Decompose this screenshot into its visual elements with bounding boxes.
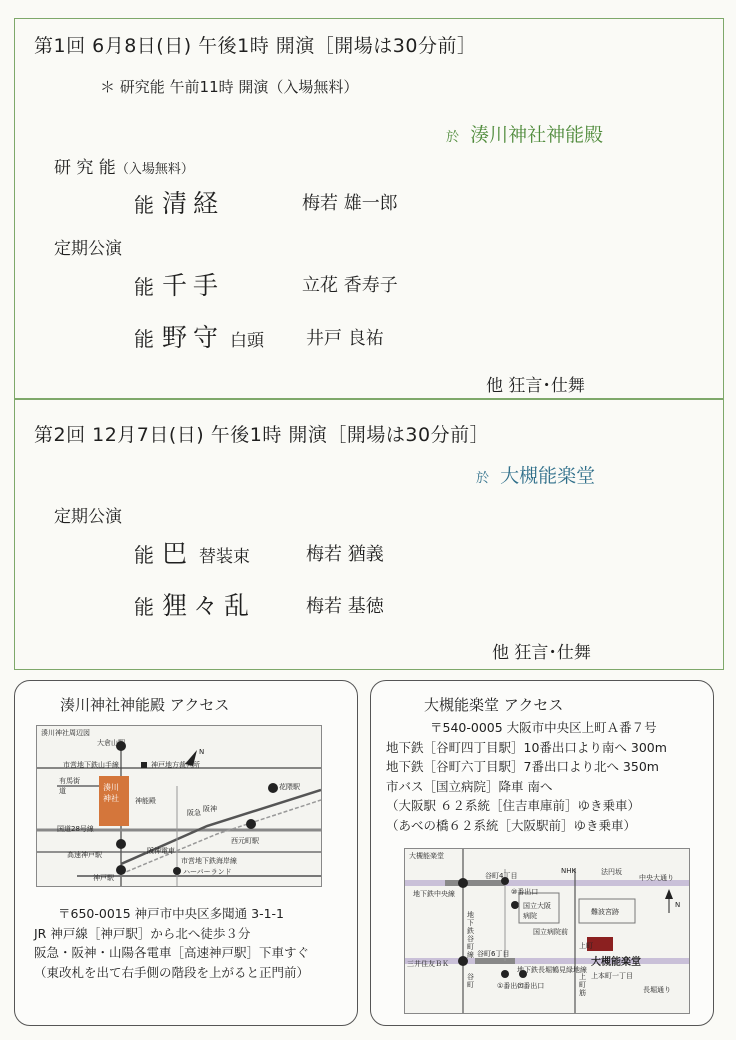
map-label-tanimachi4: 谷町4丁目 [485, 872, 518, 880]
map-label-exit7: ⑦番出口 [517, 982, 545, 990]
research-line: ＊ 研究能 午前11時 開演（入場無料） [100, 78, 359, 96]
map-label-hospital: 国立大阪病院 [523, 902, 551, 920]
access2-title: 大槻能楽堂 アクセス [424, 696, 564, 714]
event2-performer-1: 梅若 猶義 [306, 544, 384, 565]
map-label-shrine: 湊川神社 [103, 783, 119, 803]
map-label-exit1: ①番出口 [497, 982, 525, 990]
map-label-caption: 大槻能楽堂 [409, 852, 444, 860]
map-label-chuo-line: 地下鉄中央線 [413, 890, 455, 898]
map-label-nhk: NHK [561, 867, 577, 875]
research-play [134, 184, 224, 220]
research-section-title [54, 153, 194, 178]
venue-label: 於 [446, 130, 460, 145]
map-label-hanshin-train: 阪神電車 [147, 847, 175, 855]
play-prefix: 能 [134, 327, 154, 351]
map-label-tanimachi6: 谷町6丁目 [477, 950, 510, 958]
venue-label: 於 [476, 471, 490, 486]
event1-header: 第1回 6月8日(日) 午後1時 開演［開場は30分前］ [34, 35, 477, 57]
access1-line-2: 阪急・阪神・山陽各電車［高速神戸駅］下車すぐ [34, 945, 310, 960]
map-label-shinnoden: 神能殿 [135, 797, 156, 805]
play-note: 替装束 [199, 547, 251, 567]
map-label-uemachi-suji: 上町筋 [579, 973, 586, 997]
map-label-kobe-station: 神戸駅 [93, 874, 114, 882]
event1-performer-1: 立花 香寿子 [302, 275, 398, 296]
map-label-naniwa: 難波宮跡 [591, 908, 619, 916]
map-label-route28: 国道28号線 [57, 825, 94, 833]
venue-name: 大槻能楽堂 [500, 465, 596, 487]
research-section-label: 研 究 能 [54, 158, 116, 178]
map-label-uemachi: 上町 [579, 942, 593, 950]
access1-info [34, 904, 310, 982]
event2-header: 第2回 12月7日(日) 午後1時 開演［開場は30分前］ [34, 424, 490, 446]
access2-line-2: 地下鉄［谷町六丁目駅］7番出口より北へ 350m [386, 759, 659, 774]
map-label-exit10: ⑩番出口 [511, 888, 539, 896]
map-label-otsuki: 大槻能楽堂 [591, 957, 641, 968]
map-label-nishimotomachi: 西元町駅 [231, 837, 259, 845]
map-label-uehonmachi: 上本町一丁目 [591, 972, 633, 980]
access1-title: 湊川神社神能殿 アクセス [60, 696, 230, 714]
play-prefix: 能 [134, 275, 154, 299]
event1-performer-2: 井戸 良祐 [306, 328, 384, 349]
access1-map [36, 725, 322, 887]
access1-line-3: （東改札を出て右手側の階段を上がると正門前） [34, 964, 310, 980]
access2-line-4: （大阪駅 ６２系統［住吉車庫前］ゆき乗車） [386, 798, 640, 813]
map-label-hoenzaka: 法円坂 [601, 868, 622, 876]
map-label-tanimachi-line: 地下鉄谷町線 [467, 911, 474, 959]
access1-map-drawing [37, 726, 321, 886]
event2-venue [476, 461, 595, 488]
access2-line-1: 地下鉄［谷町四丁目駅］10番出口より南へ 300m [386, 739, 667, 755]
event2-performer-2: 梅若 基徳 [306, 596, 384, 617]
event1-play-2 [134, 318, 264, 354]
play-prefix: 能 [134, 543, 154, 567]
play-title: 巴 [162, 539, 194, 568]
venue-name: 湊川神社神能殿 [470, 124, 604, 146]
access2-line-3: 市バス［国立病院］降車 南へ [386, 778, 553, 794]
map-label-harborland: ハーバーランド [183, 868, 232, 876]
map-label-nagahori-line: 地下鉄長堀鶴見緑地線 [517, 966, 587, 974]
play-title: 千手 [162, 271, 225, 300]
play-prefix: 能 [134, 595, 154, 619]
event2-regular-section: 定期公演 [54, 507, 122, 527]
event2-play-2 [134, 586, 255, 622]
access2-line-5: （あべの橋６２系統［大阪駅前］ゆき乗車） [386, 817, 637, 833]
event1-venue [446, 120, 603, 147]
map-label-court: 神戸地方裁判所 [151, 761, 200, 769]
event1-regular-section: 定期公演 [54, 239, 122, 259]
access2-address: 〒540-0005 大阪市中央区上町Ａ番７号 [430, 720, 657, 735]
map-label-nagahori-dori: 長堀通り [643, 986, 671, 994]
map-label-kaigan-line: 市営地下鉄海岸線 [181, 857, 237, 865]
map-label-chuo-odori: 中央大通り [639, 874, 674, 882]
map-label-kosoku-kobe: 高速神戸駅 [67, 851, 102, 859]
map-label-hospital-mae: 国立病院前 [533, 928, 568, 936]
play-prefix: 能 [134, 193, 154, 217]
play-note: 白頭 [230, 331, 265, 351]
event2-extra: 他 狂言･仕舞 [492, 643, 591, 663]
play-title: 野守 [162, 323, 225, 352]
play-title: 清経 [162, 189, 225, 218]
event1-extra: 他 狂言･仕舞 [486, 376, 585, 396]
play-title: 狸々乱 [162, 591, 256, 620]
map-label-arima: 有馬街道 [59, 777, 80, 795]
map-label-hankyu: 阪急 [187, 809, 201, 817]
map-label-smbc: 三井住友ＢＫ [407, 960, 449, 968]
map-label-hanshin: 阪神 [203, 805, 217, 813]
map-label-north: N [199, 748, 205, 756]
access2-info [386, 718, 667, 835]
map-label-yamate-line: 市営地下鉄山手線 [63, 761, 119, 769]
access1-line-1: JR 神戸線［神戸駅］から北へ徒歩３分 [34, 925, 251, 941]
event2-play-1 [134, 534, 250, 570]
map-label-caption: 湊川神社周辺図 [41, 729, 90, 737]
access2-map [404, 848, 690, 1014]
event1-play-1 [134, 266, 224, 302]
map-label-okurayama: 大倉山駅 [97, 739, 125, 747]
access1-address: 〒650-0015 神戸市中央区多聞通 3-1-1 [58, 906, 285, 921]
map-label-hanakuma: 花隈駅 [279, 783, 300, 791]
map-label-north: N [675, 901, 681, 909]
map-label-tanimachi-suji: 谷町 [467, 973, 474, 989]
research-section-note: （入場無料） [115, 162, 194, 177]
research-performer: 梅若 雄一郎 [302, 193, 398, 214]
